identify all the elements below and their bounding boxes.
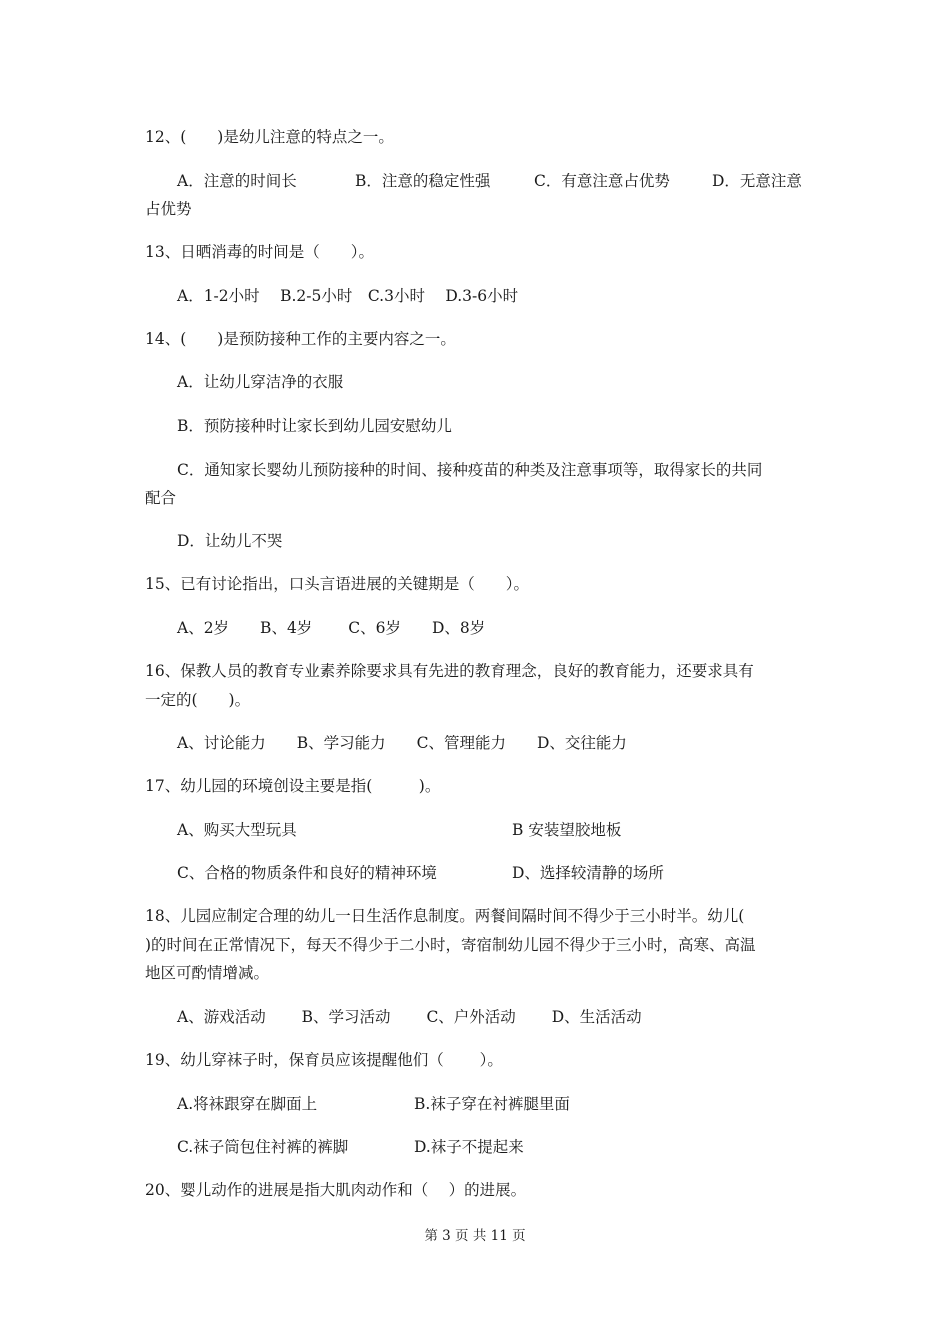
question-18-stem-line-3: 地区可酌情增减。: [145, 964, 270, 982]
question-12-option-b: B．注意的稳定性强: [355, 172, 491, 190]
question-14-option-c: C．通知家长婴幼儿预防接种的时间、接种疫苗的种类及注意事项等，取得家长的共同: [177, 461, 763, 479]
question-12-stem: 12、( )是幼儿注意的特点之一。: [145, 128, 394, 146]
question-19-option-d: D.袜子不提起来: [414, 1138, 524, 1156]
question-19-option-c: C.袜子筒包住衬裤的裤脚: [177, 1138, 349, 1156]
question-13-stem: 13、日晒消毒的时间是（ ）。: [145, 243, 374, 261]
page-number-footer: 第 3 页 共 11 页: [424, 1228, 526, 1244]
question-13-options: A．1-2小时 B.2-5小时 C.3小时 D.3-6小时: [177, 287, 519, 305]
question-15-options: A、2岁 B、4岁 C、6岁 D、8岁: [177, 619, 486, 637]
question-16-stem-line-1: 16、保教人员的教育专业素养除要求具有先进的教育理念，良好的教育能力，还要求具有: [145, 662, 754, 680]
question-17-option-a: A、购买大型玩具: [177, 821, 297, 839]
question-14-stem: 14、( )是预防接种工作的主要内容之一。: [145, 330, 456, 348]
question-19-stem: 19、幼儿穿袜子时，保育员应该提醒他们（ ）。: [145, 1051, 503, 1069]
question-12-option-d: D．无意注意: [712, 172, 802, 190]
question-17-option-c: C、合格的物质条件和良好的精神环境: [177, 864, 437, 882]
question-14-option-c-continuation: 配合: [145, 489, 177, 507]
question-20-stem: 20、婴儿动作的进展是指大肌肉动作和（ ）的进展。: [145, 1181, 527, 1199]
question-19-option-b: B.袜子穿在衬裤腿里面: [414, 1095, 570, 1113]
question-18-stem-line-2: )的时间在正常情况下，每天不得少于二小时，寄宿制幼儿园不得少于三小时，高寒、高温: [145, 936, 756, 954]
question-18-stem-line-1: 18、儿园应制定合理的幼儿一日生活作息制度。两餐间隔时间不得少于三小时半。幼儿(: [145, 907, 745, 925]
question-18-options: A、游戏活动 B、学习活动 C、户外活动 D、生活活动: [177, 1008, 642, 1026]
question-17-option-d: D、选择较清静的场所: [512, 864, 664, 882]
question-17-stem: 17、幼儿园的环境创设主要是指( )。: [145, 777, 441, 795]
question-12-option-d-continuation: 占优势: [145, 200, 192, 218]
question-14-option-b: B．预防接种时让家长到幼儿园安慰幼儿: [177, 417, 452, 435]
question-16-options: A、讨论能力 B、学习能力 C、管理能力 D、交往能力: [177, 734, 627, 752]
question-14-option-a: A．让幼儿穿洁净的衣服: [177, 373, 344, 391]
question-16-stem-line-2: 一定的( )。: [145, 691, 251, 709]
question-19-option-a: A.将袜跟穿在脚面上: [177, 1095, 318, 1113]
question-12-option-a: A．注意的时间长: [177, 172, 297, 190]
question-12-option-c: C．有意注意占优势: [534, 172, 670, 190]
question-14-option-d: D．让幼儿不哭: [177, 532, 283, 550]
question-15-stem: 15、已有讨论指出，口头言语进展的关键期是（ ）。: [145, 575, 529, 593]
question-17-option-b: B 安装望胶地板: [512, 821, 622, 839]
